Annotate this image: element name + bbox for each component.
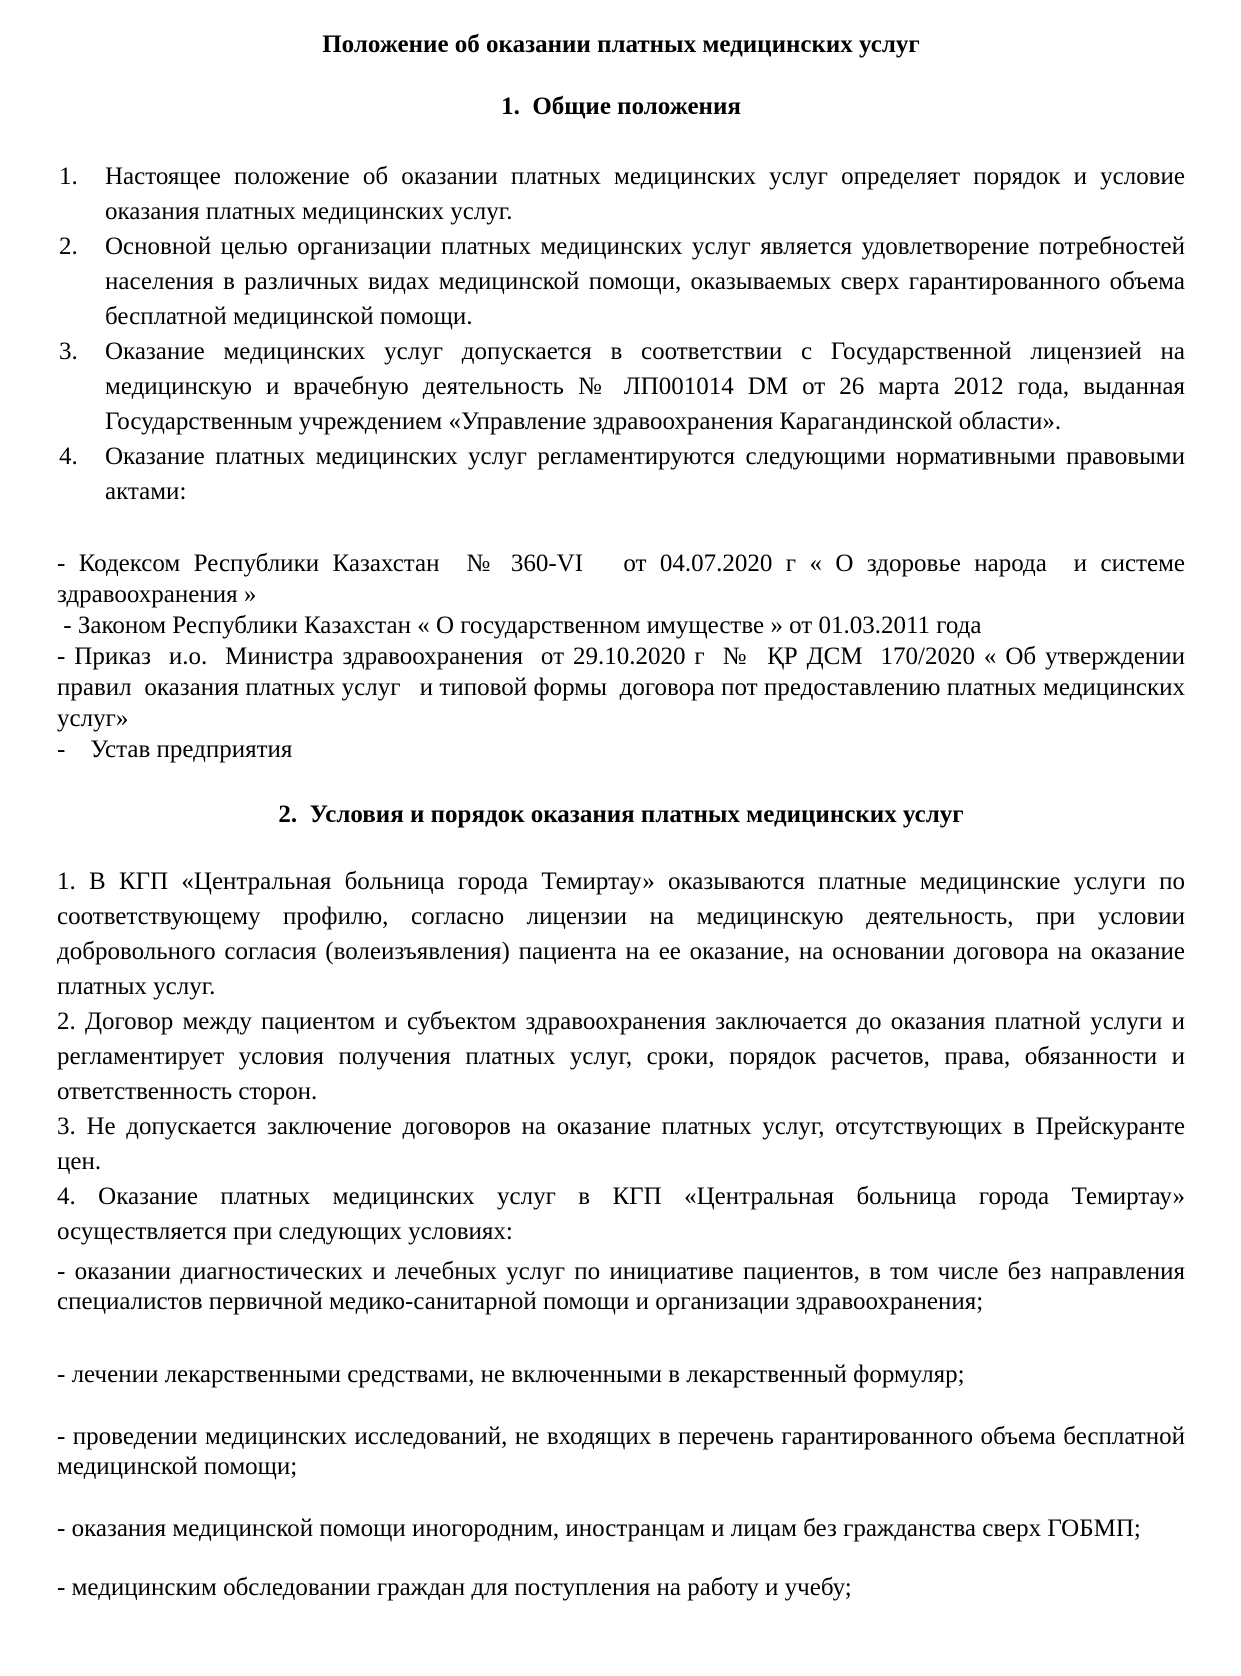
numbered-item-3 [57,334,1192,439]
item-4-number: 4. [59,443,78,470]
legal-references-list [57,548,1192,765]
conditions-paragraph-4: 4. Оказание платных медицинских услуг в КГП «Центральная больница города Темиртау» осуществляется при следующих условиях: [57,1183,1192,1245]
numbered-item-1 [57,159,1192,229]
item-1-number: 1. [59,163,78,190]
conditions-paragraph-2: 2. Договор между пациентом и субъектом здравоохранения заключается до оказания платной услуги и регламентирует условия получения платных услуг, сроки, порядок расчетов, права, обязанности и ответственность сторон. [57,1008,1192,1105]
numbered-item-4 [57,439,1192,509]
document-title: Положение об оказании платных медицинских услуг [322,31,920,58]
item-2-number: 2. [59,233,78,260]
condition-item-3: - проведении медицинских исследований, не входящих в перечень гарантированного объема бесплатной медицинской помощи; [57,1423,1192,1480]
condition-items-list [57,1257,1192,1603]
legal-reference-2: - Законом Республики Казахстан « О государственном имуществе » от 01.03.2011 года [57,612,982,639]
condition-item-1: - оказании диагностических и лечебных услуг по инициативе пациентов, в том числе без направления специалистов первичной медико-санитарной помощи и организации здравоохранения; [57,1258,1192,1315]
condition-item-5: - медицинским обследовании граждан для поступления на работу и учебу; [57,1574,852,1601]
item-2-text: Основной целью организации платных медицинских услуг является удовлетворение потребностей населения в различных видах медицинской помощи, оказываемых сверх гарантированного объема бесплатной медицинской помощи. [105,233,1192,330]
section-2-heading: 2. Условия и порядок оказания платных медицинских услуг [278,801,964,828]
condition-item-4: - оказания медицинской помощи иногородним, иностранцам и лицам без гражданства сверх ГОБМП; [57,1515,1141,1542]
legal-reference-4: - Устав предприятия [57,736,293,763]
conditions-paragraph-1: 1. В КГП «Центральная больница города Темиртау» оказываются платные медицинские услуги по соответствующему профилю, согласно лицензии на медицинскую деятельность, при условии добровольного согласия (волеизъявления) пациента на ее оказание, на основании договора на оказание платных услуг. [57,868,1192,1000]
conditions-paragraph-3: 3. Не допускается заключение договоров на оказание платных услуг, отсутствующих в Прейскуранте цен. [57,1113,1192,1175]
legal-reference-3: - Приказ и.о. Министра здравоохранения от 29.10.2020 г № ҚР ДСМ 170/2020 « Об утверждении правил оказания платных услуг и типовой формы договора пот предоставлению платных медицинских услуг» [57,643,1192,732]
item-3-number: 3. [59,338,78,365]
legal-reference-1: - Кодексом Республики Казахстан № 360-VI от 04.07.2020 г « О здоровье народа и системе здравоохранения » [57,550,1192,608]
conditions-paragraphs [57,864,1192,1249]
item-1-text: Настоящее положение об оказании платных медицинских услуг определяет порядок и условие оказания платных медицинских услуг. [105,163,1192,225]
condition-item-2: - лечении лекарственными средствами, не включенными в лекарственный формуляр; [57,1361,965,1388]
numbered-item-2 [57,229,1192,334]
section-1-heading: 1. Общие положения [501,93,741,120]
general-provisions-list [57,159,1192,509]
item-4-text: Оказание платных медицинских услуг регламентируются следующими нормативными правовыми актами: [105,443,1192,505]
item-3-text: Оказание медицинских услуг допускается в соответствии с Государственной лицензией на медицинскую и врачебную деятельность № ЛП001014 DM от 26 марта 2012 года, выданная Государственным учреждением «Управление здравоохранения Карагандинской области». [105,338,1192,435]
